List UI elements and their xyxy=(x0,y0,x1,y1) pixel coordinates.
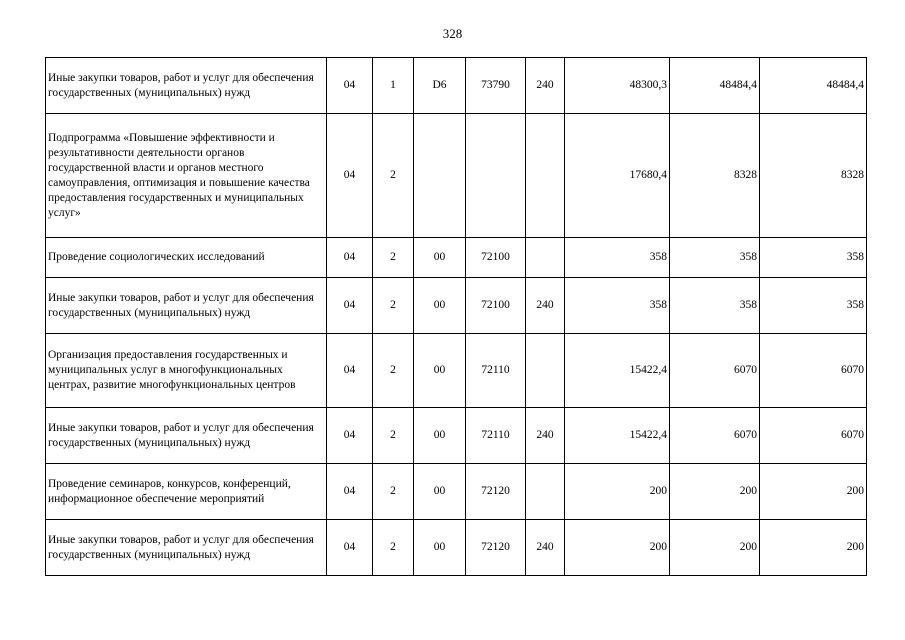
amount-year2-cell: 358 xyxy=(670,238,760,278)
amount-year3-cell: 358 xyxy=(760,278,867,334)
section-cell: 04 xyxy=(327,408,373,464)
section-cell: 04 xyxy=(327,520,373,576)
amount-year2-cell: 358 xyxy=(670,278,760,334)
section-cell: 04 xyxy=(327,334,373,408)
section-cell: 04 xyxy=(327,278,373,334)
amount-year1-cell: 15422,4 xyxy=(565,334,670,408)
section-cell: 04 xyxy=(327,114,373,238)
program-cell: 2 xyxy=(373,464,414,520)
amount-year3-cell: 200 xyxy=(760,464,867,520)
amount-year3-cell: 200 xyxy=(760,520,867,576)
section-cell: 04 xyxy=(327,58,373,114)
program-cell: 1 xyxy=(373,58,414,114)
table-row xyxy=(46,238,867,278)
direction-code-cell: 72120 xyxy=(466,464,526,520)
amount-year1-cell: 200 xyxy=(565,464,670,520)
program-cell: 2 xyxy=(373,334,414,408)
program-cell: 2 xyxy=(373,278,414,334)
direction-code-cell: 72100 xyxy=(466,278,526,334)
amount-year1-cell: 17680,4 xyxy=(565,114,670,238)
direction-code-cell: 72110 xyxy=(466,334,526,408)
table-row xyxy=(46,464,867,520)
direction-code-cell: 72100 xyxy=(466,238,526,278)
direction-code-cell: 73790 xyxy=(466,58,526,114)
subprogram-cell: 00 xyxy=(414,238,466,278)
direction-code-cell: 72110 xyxy=(466,408,526,464)
amount-year3-cell: 358 xyxy=(760,238,867,278)
amount-year2-cell: 8328 xyxy=(670,114,760,238)
table-row xyxy=(46,408,867,464)
amount-year1-cell: 200 xyxy=(565,520,670,576)
row-name-cell: Проведение социологических исследований xyxy=(46,238,327,278)
subprogram-cell: 00 xyxy=(414,464,466,520)
expense-type-cell xyxy=(526,238,565,278)
subprogram-cell xyxy=(414,114,466,238)
section-cell: 04 xyxy=(327,464,373,520)
amount-year2-cell: 200 xyxy=(670,464,760,520)
program-cell: 2 xyxy=(373,408,414,464)
subprogram-cell: 00 xyxy=(414,334,466,408)
amount-year3-cell: 8328 xyxy=(760,114,867,238)
table-row xyxy=(46,58,867,114)
table-row xyxy=(46,278,867,334)
page-number: 328 xyxy=(442,26,463,41)
row-name-cell: Подпрограмма «Повышение эффективности и результативности деятельности органов государственной власти и органов местного самоуправления, оптимизация и повышение качества предоставления государственных и муниципальных услуг» xyxy=(46,114,327,238)
direction-code-cell: 72120 xyxy=(466,520,526,576)
table-row xyxy=(46,114,867,238)
amount-year2-cell: 48484,4 xyxy=(670,58,760,114)
subprogram-cell: 00 xyxy=(414,278,466,334)
amount-year2-cell: 6070 xyxy=(670,334,760,408)
row-name-cell: Иные закупки товаров, работ и услуг для обеспечения государственных (муниципальных) нужд xyxy=(46,58,327,114)
row-name-cell: Иные закупки товаров, работ и услуг для обеспечения государственных (муниципальных) нужд xyxy=(46,408,327,464)
amount-year1-cell: 358 xyxy=(565,278,670,334)
table-body xyxy=(46,58,867,576)
amount-year1-cell: 15422,4 xyxy=(565,408,670,464)
amount-year1-cell: 358 xyxy=(565,238,670,278)
amount-year3-cell: 6070 xyxy=(760,408,867,464)
expense-type-cell: 240 xyxy=(526,520,565,576)
program-cell: 2 xyxy=(373,114,414,238)
row-name-cell: Проведение семинаров, конкурсов, конференций, информационное обеспечение мероприятий xyxy=(46,464,327,520)
amount-year2-cell: 6070 xyxy=(670,408,760,464)
row-name-cell: Иные закупки товаров, работ и услуг для обеспечения государственных (муниципальных) нужд xyxy=(46,278,327,334)
program-cell: 2 xyxy=(373,520,414,576)
row-name-cell: Иные закупки товаров, работ и услуг для обеспечения государственных (муниципальных) нужд xyxy=(46,520,327,576)
expense-type-cell: 240 xyxy=(526,58,565,114)
amount-year3-cell: 48484,4 xyxy=(760,58,867,114)
amount-year3-cell: 6070 xyxy=(760,334,867,408)
table-row xyxy=(46,520,867,576)
expense-type-cell xyxy=(526,464,565,520)
expense-type-cell: 240 xyxy=(526,408,565,464)
program-cell: 2 xyxy=(373,238,414,278)
section-cell: 04 xyxy=(327,238,373,278)
subprogram-cell: 00 xyxy=(414,408,466,464)
subprogram-cell: D6 xyxy=(414,58,466,114)
table-row xyxy=(46,334,867,408)
amount-year1-cell: 48300,3 xyxy=(565,58,670,114)
subprogram-cell: 00 xyxy=(414,520,466,576)
expense-type-cell xyxy=(526,334,565,408)
amount-year2-cell: 200 xyxy=(670,520,760,576)
budget-table xyxy=(45,57,867,576)
direction-code-cell xyxy=(466,114,526,238)
expense-type-cell xyxy=(526,114,565,238)
expense-type-cell: 240 xyxy=(526,278,565,334)
row-name-cell: Организация предоставления государственных и муниципальных услуг в многофункциональных центрах, развитие многофункциональных центров xyxy=(46,334,327,408)
